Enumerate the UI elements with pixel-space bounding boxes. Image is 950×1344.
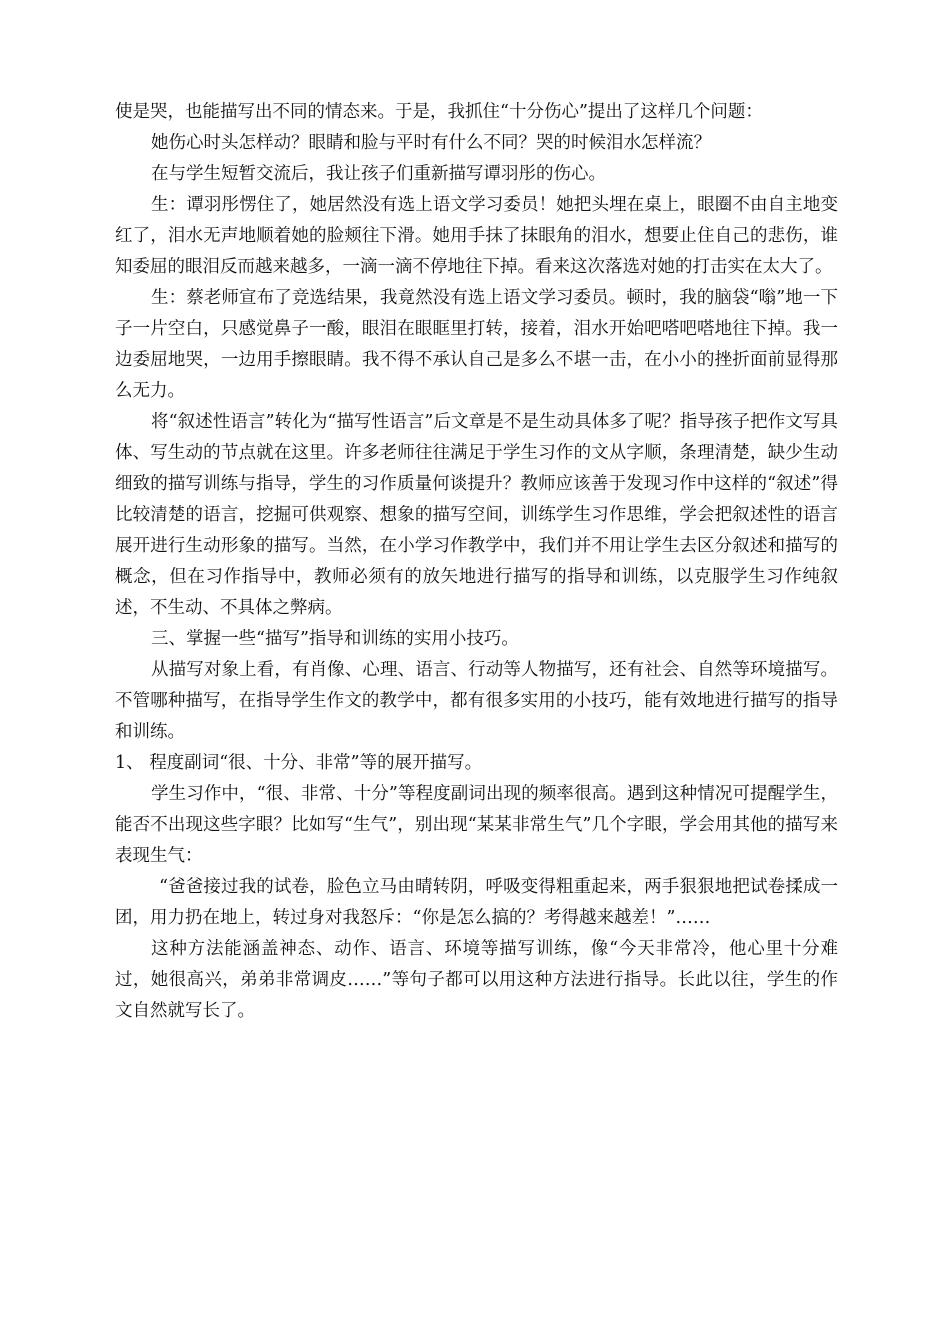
paragraph-degree-adverbs: 学生习作中，“很、非常、十分”等程度副词出现的频率很高。遇到这种情况可提醒学生，能否不出现这些字眼？比如写“生气”，别出现“某某非常生气”几个字眼，学会用其他的描写来表现生气： — [115, 784, 838, 866]
paragraph-method-summary: 这种方法能涵盖神态、动作、语言、环境等描写训练，像“今天非常冷，他心里十分难过，她很高兴，弟弟非常调皮……”等句子都可以用这种方法进行指导。长此以往，学生的作文自然就写长了。 — [115, 939, 838, 1021]
section-heading-3: 三、掌握一些“描写”指导和训练的实用小技巧。 — [151, 629, 519, 649]
paragraph-student-example-2: 生：蔡老师宣布了竞选结果，我竟然没有选上语文学习委员。顿时，我的脑袋“嗡”地一下子一片空白，只感觉鼻子一酸，眼泪在眼眶里打转，接着，泪水开始吧嗒吧嗒地往下掉。我一边委屈地哭，一边用手擦眼睛。我不得不承认自己是多么不堪一击，在小小的挫折面前显得那么无力。 — [115, 288, 838, 401]
paragraph-analysis: 将“叙述性语言”转化为“描写性语言”后文章是不是生动具体多了呢？指导孩子把作文写具体、写生动的节点就在这里。许多老师往往满足于学生习作的文从字顺，条理清楚，缺少生动细致的描写训练与指导，学生的习作质量何谈提升？教师应该善于发现习作中这样的“叙述”得比较清楚的语言，挖掘可供观察、想象的描写空间，训练学生习作思维，学会把叙述性的语言展开进行生动形象的描写。当然，在小学习作教学中，我们并不用让学生去区分叙述和描写的概念，但在习作指导中，教师必须有的放矢地进行描写的指导和训练，以克服学生习作纯叙述，不生动、不具体之弊病。 — [115, 412, 838, 618]
document-page — [115, 97, 838, 1027]
list-item-heading-1: 1、 程度副词“很、十分、非常”等的展开描写。 — [115, 753, 483, 773]
paragraph-quote-example: “爸爸接过我的试卷，脸色立马由晴转阴，呼吸变得粗重起来，两手狠狠地把试卷揉成一团，用力扔在地上，转过身对我怒斥：“你是怎么搞的？考得越来越差！”…… — [115, 877, 838, 928]
paragraph-continuation: 使是哭，也能描写出不同的情态来。于是，我抓住“十分伤心”提出了这样几个问题： — [115, 102, 763, 122]
paragraph-description-types: 从描写对象上看，有肖像、心理、语言、行动等人物描写，还有社会、自然等环境描写。不管哪种描写，在指导学生作文的教学中，都有很多实用的小技巧，能有效地进行描写的指导和训练。 — [115, 660, 838, 742]
paragraph-student-example-1: 生：谭羽彤愣住了，她居然没有选上语文学习委员！她把头埋在桌上，眼圈不由自主地变红了，泪水无声地顺着她的脸颊往下滑。她用手抹了抹眼角的泪水，想要止住自己的悲伤，谁知委屈的眼泪反而越来越多，一滴一滴不停地往下掉。看来这次落选对她的打击实在太大了。 — [115, 195, 838, 277]
paragraph-exchange: 在与学生短暂交流后，我让孩子们重新描写谭羽彤的伤心。 — [151, 164, 606, 184]
paragraph-questions: 她伤心时头怎样动？眼睛和脸与平时有什么不同？哭的时候泪水怎样流？ — [151, 133, 711, 153]
